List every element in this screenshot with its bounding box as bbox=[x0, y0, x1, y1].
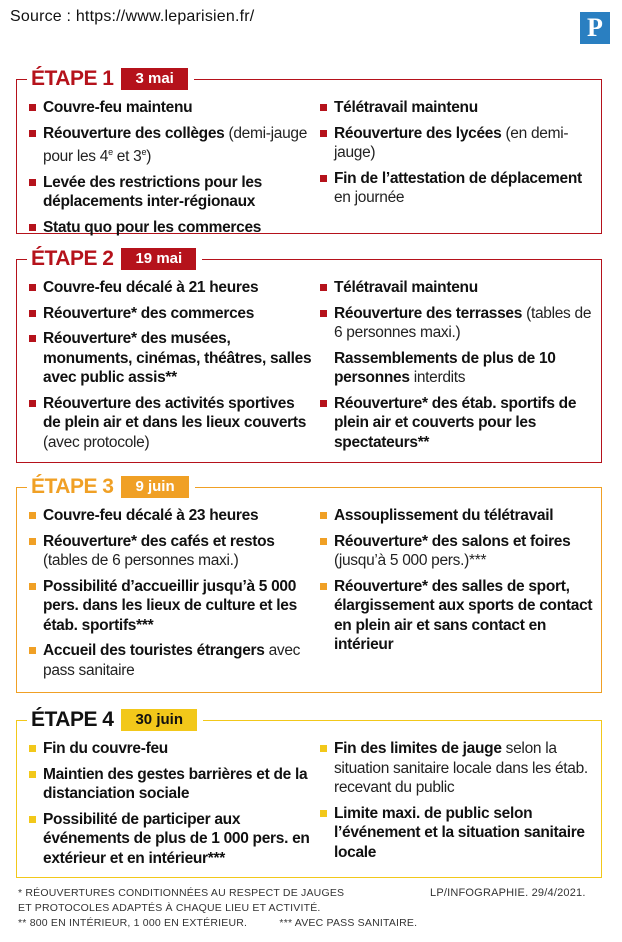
measure-detail: (tables de 6 personnes maxi.) bbox=[333, 304, 592, 341]
measure-text: Télétravail maintenu bbox=[333, 279, 478, 296]
measure-item bbox=[25, 218, 312, 238]
measure-text: Fin de l’attestation de déplacement bbox=[333, 169, 582, 187]
measure-text: Assouplissement du télétravail bbox=[333, 507, 554, 524]
measure-item bbox=[316, 349, 595, 388]
measure-detail: (demi-jauge pour les 4e et 3e) bbox=[43, 124, 308, 166]
stage-column-left bbox=[25, 739, 312, 874]
measure-item bbox=[25, 124, 312, 167]
measure-text: Réouverture* des salles de sport, élargissement aux sports de contact en plein air et sans contact en intérieur bbox=[333, 577, 593, 653]
footnotes bbox=[18, 886, 417, 931]
footnote-capacity: ** 800 EN INTÉRIEUR, 1 000 EN EXTÉRIEUR. bbox=[18, 917, 248, 929]
measure-text: Couvre-feu décalé à 23 heures bbox=[43, 507, 259, 524]
measure-text: Rassemblements de plus de 10 personnes bbox=[333, 349, 556, 386]
stage-date-badge: 30 juin bbox=[121, 709, 197, 731]
stage-title: ÉTAPE 2 bbox=[31, 247, 114, 270]
measure-item bbox=[25, 532, 312, 571]
measure-item bbox=[25, 173, 312, 212]
measure-text: Possibilité d’accueillir jusqu’à 5 000 pers. dans les lieux de culture et les étab. sportifs*** bbox=[43, 577, 297, 634]
measure-text: Statu quo pour les commerces bbox=[43, 218, 262, 236]
measure-text: Réouverture des activités sportives de plein air et dans les lieux couverts bbox=[43, 394, 307, 431]
stage-column-left bbox=[25, 506, 312, 686]
measure-text: Maintien des gestes barrières et de la distanciation sociale bbox=[43, 765, 308, 802]
stage-date-badge: 19 mai bbox=[121, 248, 196, 270]
measure-detail: (tables de 6 personnes maxi.) bbox=[43, 552, 239, 569]
measure-text: Levée des restrictions pour les déplacements inter-régionaux bbox=[43, 173, 262, 211]
stage-column-left bbox=[25, 98, 312, 243]
measure-text: Fin du couvre-feu bbox=[43, 740, 168, 757]
measure-text: Réouverture* des cafés et restos bbox=[43, 532, 275, 550]
measure-item bbox=[316, 532, 595, 571]
measure-item bbox=[316, 98, 595, 118]
measure-text: Accueil des touristes étrangers bbox=[43, 642, 265, 659]
measure-item bbox=[316, 577, 595, 655]
stage-1-panel bbox=[16, 67, 602, 236]
measure-text: Limite maxi. de public selon l’événement et la situation sanitaire locale bbox=[333, 804, 585, 861]
measure-text: Réouverture des terrasses bbox=[333, 304, 523, 322]
footnote-line-2: ET PROTOCOLES ADAPTÉS À CHAQUE LIEU ET ACTIVITÉ. bbox=[18, 902, 321, 914]
measure-detail: interdits bbox=[413, 369, 466, 386]
measure-item bbox=[316, 124, 595, 163]
stage-header bbox=[27, 475, 195, 499]
stage-column-left bbox=[25, 278, 312, 458]
measure-text: Télétravail maintenu bbox=[333, 99, 478, 116]
measure-item bbox=[316, 169, 595, 208]
stage-title: ÉTAPE 1 bbox=[31, 67, 114, 90]
measure-item bbox=[316, 278, 595, 298]
measure-detail: selon la situation sanitaire locale dans les étab. recevant du public bbox=[333, 740, 588, 796]
measure-text: Réouverture* des salons et foires bbox=[333, 532, 571, 550]
measure-item bbox=[25, 641, 312, 680]
stage-date-badge: 3 mai bbox=[121, 68, 187, 90]
stage-header bbox=[27, 67, 194, 91]
stage-2-panel bbox=[16, 247, 602, 463]
measure-text: Possibilité de participer aux événements de plus de 1 000 pers. en extérieur et en intérieur*** bbox=[43, 810, 310, 867]
stage-column-right bbox=[316, 98, 595, 243]
measure-item bbox=[25, 98, 312, 118]
stage-title: ÉTAPE 4 bbox=[31, 708, 114, 731]
measure-text: Fin des limites de jauge bbox=[333, 740, 502, 757]
stage-3-panel bbox=[16, 475, 602, 693]
measure-text: Couvre-feu décalé à 21 heures bbox=[43, 279, 259, 296]
measure-text: Réouverture* des commerces bbox=[43, 304, 255, 322]
measure-item bbox=[25, 278, 312, 298]
measure-item bbox=[25, 304, 312, 324]
measure-text: Réouverture* des musées, monuments, cinémas, théâtres, salles avec public assis** bbox=[43, 330, 312, 386]
measure-item bbox=[25, 506, 312, 526]
footnote-line-3 bbox=[18, 916, 417, 931]
measure-detail: avec pass sanitaire bbox=[43, 642, 301, 679]
measure-item bbox=[25, 577, 312, 636]
measure-item bbox=[316, 739, 595, 798]
stage-column-right bbox=[316, 739, 595, 874]
stage-header bbox=[27, 247, 202, 271]
measure-item bbox=[25, 810, 312, 869]
measure-item bbox=[316, 804, 595, 863]
measure-item bbox=[25, 765, 312, 804]
measure-text: Réouverture des collèges bbox=[43, 124, 225, 142]
measure-item bbox=[25, 394, 312, 453]
stage-header bbox=[27, 708, 203, 732]
measure-item bbox=[25, 739, 312, 759]
measure-detail: (avec protocole) bbox=[43, 433, 150, 451]
measure-text: Réouverture* des étab. sportifs de plein air et couverts pour les spectateurs** bbox=[333, 394, 577, 451]
footnote-line-1: * RÉOUVERTURES CONDITIONNÉES AU RESPECT DE JAUGES bbox=[18, 887, 345, 899]
footnote-pass: *** AVEC PASS SANITAIRE. bbox=[279, 917, 418, 929]
stage-column-right bbox=[316, 506, 595, 686]
measure-item bbox=[316, 304, 595, 343]
stage-date-badge: 9 juin bbox=[121, 476, 188, 498]
measure-item bbox=[316, 506, 595, 526]
source-caption: Source : https://www.leparisien.fr/ bbox=[10, 8, 255, 25]
stage-title: ÉTAPE 3 bbox=[31, 475, 114, 498]
measure-item bbox=[25, 329, 312, 388]
measure-text: Réouverture des lycées bbox=[333, 124, 502, 142]
measure-detail: (jusqu’à 5 000 pers.)*** bbox=[333, 552, 487, 569]
stage-4-panel bbox=[16, 708, 602, 878]
stage-column-right bbox=[316, 278, 595, 458]
measure-text: Couvre-feu maintenu bbox=[43, 99, 193, 116]
measure-detail: (en demi-jauge) bbox=[333, 124, 569, 161]
credit: LP/INFOGRAPHIE. 29/4/2021. bbox=[430, 887, 586, 899]
measure-item bbox=[316, 394, 595, 453]
le-parisien-logo[interactable]: P bbox=[580, 12, 610, 44]
measure-detail: en journée bbox=[333, 189, 405, 206]
